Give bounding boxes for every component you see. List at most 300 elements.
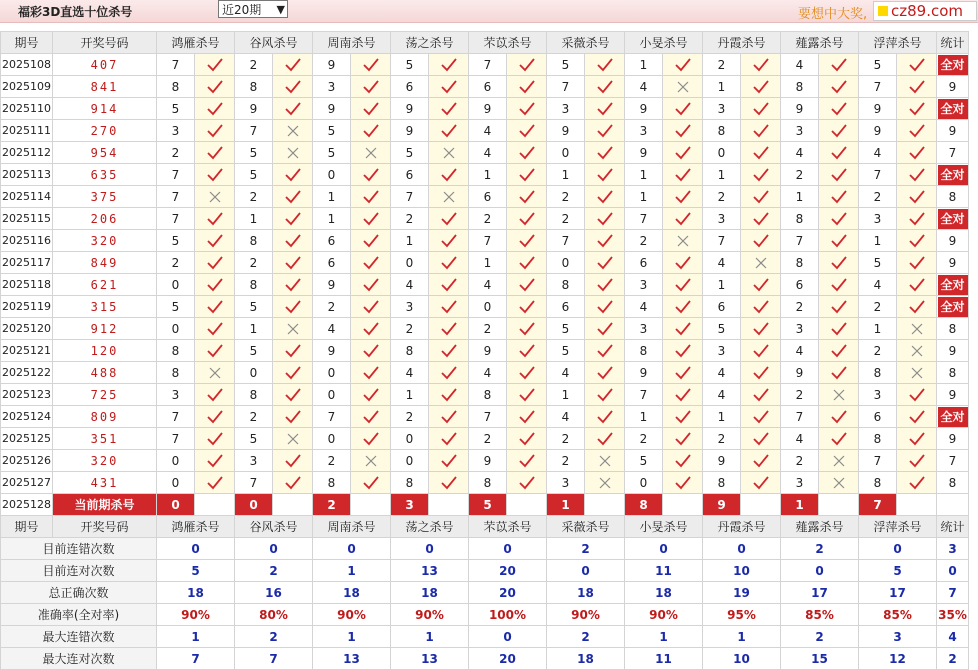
hit-mark-cell (429, 230, 469, 252)
cross-icon (206, 365, 224, 381)
stat-cell (937, 98, 969, 120)
summary-value: 2 (235, 626, 313, 648)
check-icon (284, 255, 302, 271)
stat-cell: 9 (937, 384, 969, 406)
kill-number-cell: 2 (859, 186, 897, 208)
hit-mark-cell (585, 450, 625, 472)
kill-number-cell: 1 (703, 76, 741, 98)
kill-number-cell: 1 (313, 186, 351, 208)
check-icon (518, 343, 536, 359)
kill-number-cell: 9 (391, 120, 429, 142)
check-icon (596, 79, 614, 95)
hit-mark-cell (585, 406, 625, 428)
kill-number-cell: 5 (157, 296, 195, 318)
current-blank-cell (507, 494, 547, 516)
check-icon (518, 299, 536, 315)
check-icon (752, 101, 770, 117)
period-cell: 2025114 (1, 186, 53, 208)
hit-mark-cell (741, 384, 781, 406)
kill-number-cell: 0 (547, 252, 585, 274)
kill-number-cell: 2 (469, 428, 507, 450)
kill-number-cell: 1 (235, 318, 273, 340)
hit-mark-cell (897, 296, 937, 318)
hit-mark-cell (663, 362, 703, 384)
hit-mark-cell (429, 340, 469, 362)
hit-mark-cell (585, 186, 625, 208)
period-range-select[interactable] (218, 0, 288, 18)
cross-icon (908, 365, 926, 381)
cross-icon (908, 321, 926, 337)
kill-number-cell: 8 (157, 340, 195, 362)
hit-mark-cell (897, 164, 937, 186)
check-icon (362, 101, 380, 117)
summary-value: 13 (391, 648, 469, 670)
kill-number-cell: 1 (703, 164, 741, 186)
hit-mark-cell (897, 252, 937, 274)
kill-number-cell: 5 (625, 450, 663, 472)
hit-mark-cell (507, 450, 547, 472)
hit-mark-cell (273, 450, 313, 472)
hit-mark-cell (195, 406, 235, 428)
hit-mark-cell (429, 142, 469, 164)
summary-row (1, 648, 969, 670)
kill-number-cell: 1 (391, 384, 429, 406)
kill-number-cell: 7 (859, 450, 897, 472)
kill-number-cell: 6 (781, 274, 819, 296)
summary-stat: 4 (937, 626, 969, 648)
kill-number-cell: 0 (391, 252, 429, 274)
check-icon (362, 255, 380, 271)
kill-number-cell: 9 (781, 98, 819, 120)
kill-number-cell: 0 (703, 142, 741, 164)
check-icon (596, 321, 614, 337)
check-icon (830, 299, 848, 315)
check-icon (908, 123, 926, 139)
kill-number-cell: 4 (469, 362, 507, 384)
period-cell: 2025118 (1, 274, 53, 296)
stat-cell: 7 (937, 142, 969, 164)
current-blank-cell (819, 494, 859, 516)
period-cell: 2025115 (1, 208, 53, 230)
draw-number-cell: 725 (53, 384, 157, 406)
draw-number-cell: 375 (53, 186, 157, 208)
all-correct-badge: 全对 (938, 275, 968, 295)
kill-number-cell: 4 (703, 384, 741, 406)
hit-mark-cell (663, 318, 703, 340)
summary-value: 90% (313, 604, 391, 626)
kill-number-cell: 0 (313, 428, 351, 450)
kill-number-cell: 7 (781, 406, 819, 428)
check-icon (752, 475, 770, 491)
check-icon (440, 431, 458, 447)
kill-number-cell: 2 (157, 252, 195, 274)
hit-mark-cell (741, 362, 781, 384)
check-icon (440, 409, 458, 425)
summary-value: 2 (781, 626, 859, 648)
check-icon (674, 101, 692, 117)
check-icon (440, 277, 458, 293)
kill-number-cell: 2 (547, 450, 585, 472)
hit-mark-cell (351, 230, 391, 252)
header-expert: 周南杀号 (313, 516, 391, 538)
kill-number-cell: 8 (781, 252, 819, 274)
header-draw: 开奖号码 (53, 516, 157, 538)
kill-number-cell: 3 (781, 120, 819, 142)
kill-number-cell: 8 (157, 76, 195, 98)
hit-mark-cell (351, 428, 391, 450)
hit-mark-cell (351, 362, 391, 384)
hit-mark-cell (507, 186, 547, 208)
kill-number-cell: 5 (235, 142, 273, 164)
header-expert: 鸿雁杀号 (157, 516, 235, 538)
check-icon (440, 299, 458, 315)
check-icon (596, 431, 614, 447)
summary-value: 0 (547, 560, 625, 582)
kill-number-cell: 5 (547, 318, 585, 340)
hit-mark-cell (195, 450, 235, 472)
hit-mark-cell (741, 274, 781, 296)
cross-icon (674, 79, 692, 95)
hit-mark-cell (663, 428, 703, 450)
hit-mark-cell (897, 142, 937, 164)
hit-mark-cell (195, 340, 235, 362)
summary-row (1, 582, 969, 604)
kill-number-cell: 8 (235, 384, 273, 406)
kill-number-cell: 7 (235, 472, 273, 494)
check-icon (596, 365, 614, 381)
check-icon (596, 123, 614, 139)
table-row (1, 362, 969, 384)
current-kill-cell: 5 (469, 494, 507, 516)
hit-mark-cell (429, 76, 469, 98)
check-icon (362, 365, 380, 381)
table-row (1, 428, 969, 450)
hit-mark-cell (585, 230, 625, 252)
kill-number-cell: 6 (469, 186, 507, 208)
current-period-row (1, 494, 969, 516)
header-expert: 荡之杀号 (391, 32, 469, 54)
kill-number-cell: 4 (781, 428, 819, 450)
kill-number-cell: 4 (781, 54, 819, 76)
check-icon (908, 387, 926, 403)
hit-mark-cell (585, 274, 625, 296)
draw-number-cell: 206 (53, 208, 157, 230)
check-icon (206, 255, 224, 271)
period-cell: 2025113 (1, 164, 53, 186)
kill-number-cell: 4 (625, 76, 663, 98)
summary-value: 0 (469, 538, 547, 560)
check-icon (206, 475, 224, 491)
check-icon (206, 431, 224, 447)
hit-mark-cell (663, 450, 703, 472)
hit-mark-cell (195, 120, 235, 142)
hit-mark-cell (585, 208, 625, 230)
summary-value: 1 (703, 626, 781, 648)
hit-mark-cell (351, 406, 391, 428)
header-expert: 谷风杀号 (235, 32, 313, 54)
check-icon (284, 343, 302, 359)
hit-mark-cell (507, 384, 547, 406)
check-icon (206, 299, 224, 315)
check-icon (674, 387, 692, 403)
kill-number-cell: 5 (391, 142, 429, 164)
check-icon (830, 211, 848, 227)
summary-value: 1 (313, 626, 391, 648)
summary-value: 2 (547, 626, 625, 648)
hit-mark-cell (897, 98, 937, 120)
check-icon (284, 475, 302, 491)
check-icon (830, 79, 848, 95)
period-cell: 2025127 (1, 472, 53, 494)
hit-mark-cell (195, 274, 235, 296)
hit-mark-cell (585, 54, 625, 76)
hit-mark-cell (741, 428, 781, 450)
kill-number-cell: 4 (313, 318, 351, 340)
summary-value: 100% (469, 604, 547, 626)
hit-mark-cell (195, 230, 235, 252)
kill-number-cell: 1 (391, 230, 429, 252)
check-icon (674, 167, 692, 183)
kill-number-cell: 8 (235, 274, 273, 296)
check-icon (518, 123, 536, 139)
check-icon (908, 211, 926, 227)
kill-number-cell: 2 (703, 428, 741, 450)
kill-number-cell: 7 (859, 76, 897, 98)
kill-number-cell: 7 (859, 164, 897, 186)
check-icon (440, 453, 458, 469)
check-icon (830, 145, 848, 161)
check-icon (830, 255, 848, 271)
check-icon (908, 233, 926, 249)
cross-icon (284, 431, 302, 447)
kill-number-cell: 2 (859, 340, 897, 362)
kill-number-cell: 2 (235, 54, 273, 76)
check-icon (284, 365, 302, 381)
kill-number-cell: 1 (625, 164, 663, 186)
kill-number-cell: 0 (157, 274, 195, 296)
hit-mark-cell (585, 142, 625, 164)
hit-mark-cell (819, 472, 859, 494)
kill-number-cell: 2 (625, 230, 663, 252)
kill-number-cell: 5 (859, 252, 897, 274)
period-cell: 2025124 (1, 406, 53, 428)
kill-number-cell: 1 (469, 252, 507, 274)
table-header-row (1, 516, 969, 538)
summary-value: 0 (391, 538, 469, 560)
hit-mark-cell (819, 428, 859, 450)
period-cell: 2025119 (1, 296, 53, 318)
check-icon (752, 343, 770, 359)
cross-icon (830, 453, 848, 469)
check-icon (752, 365, 770, 381)
check-icon (830, 101, 848, 117)
stat-cell: 7 (937, 450, 969, 472)
hit-mark-cell (663, 230, 703, 252)
kill-number-cell: 1 (859, 318, 897, 340)
draw-number-cell: 635 (53, 164, 157, 186)
cross-icon (908, 343, 926, 359)
kill-number-cell: 8 (157, 362, 195, 384)
check-icon (284, 211, 302, 227)
check-icon (206, 277, 224, 293)
check-icon (440, 123, 458, 139)
summary-value: 95% (703, 604, 781, 626)
kill-number-cell: 9 (547, 120, 585, 142)
check-icon (206, 145, 224, 161)
hit-mark-cell (819, 384, 859, 406)
kill-number-cell: 5 (391, 54, 429, 76)
check-icon (440, 343, 458, 359)
check-icon (440, 233, 458, 249)
summary-value: 20 (469, 648, 547, 670)
check-icon (518, 101, 536, 117)
stat-cell (937, 164, 969, 186)
hit-mark-cell (273, 340, 313, 362)
hit-mark-cell (273, 428, 313, 450)
header-expert: 采薇杀号 (547, 32, 625, 54)
hit-mark-cell (741, 450, 781, 472)
hit-mark-cell (897, 208, 937, 230)
draw-number-cell: 431 (53, 472, 157, 494)
kill-number-cell: 7 (157, 428, 195, 450)
kill-number-cell: 4 (547, 362, 585, 384)
period-cell: 2025110 (1, 98, 53, 120)
draw-number-cell: 488 (53, 362, 157, 384)
kill-number-cell: 4 (469, 142, 507, 164)
header-expert: 小旻杀号 (625, 32, 703, 54)
hit-mark-cell (195, 318, 235, 340)
hit-mark-cell (273, 384, 313, 406)
hit-mark-cell (273, 142, 313, 164)
check-icon (908, 79, 926, 95)
brand-logo[interactable] (873, 1, 977, 21)
current-kill-cell: 9 (703, 494, 741, 516)
summary-value: 13 (391, 560, 469, 582)
check-icon (830, 233, 848, 249)
hit-mark-cell (351, 76, 391, 98)
hit-mark-cell (819, 450, 859, 472)
check-icon (362, 409, 380, 425)
period-cell: 2025122 (1, 362, 53, 384)
hit-mark-cell (507, 340, 547, 362)
hit-mark-cell (819, 252, 859, 274)
cross-icon (674, 233, 692, 249)
kill-number-cell: 2 (313, 296, 351, 318)
current-blank-cell (429, 494, 469, 516)
kill-number-cell: 4 (859, 142, 897, 164)
check-icon (518, 79, 536, 95)
summary-row (1, 604, 969, 626)
kill-number-cell: 9 (391, 98, 429, 120)
summary-value: 2 (781, 538, 859, 560)
page-title: 福彩3D直选十位杀号 (18, 5, 133, 19)
check-icon (206, 343, 224, 359)
summary-label: 总正确次数 (1, 582, 157, 604)
check-icon (674, 255, 692, 271)
summary-value: 16 (235, 582, 313, 604)
hit-mark-cell (351, 164, 391, 186)
summary-value: 12 (859, 648, 937, 670)
summary-label: 准确率(全对率) (1, 604, 157, 626)
check-icon (908, 57, 926, 73)
check-icon (830, 321, 848, 337)
kill-number-cell: 3 (157, 384, 195, 406)
slogan-link[interactable]: 要想中大奖, (798, 7, 868, 22)
check-icon (362, 123, 380, 139)
hit-mark-cell (585, 164, 625, 186)
check-icon (596, 409, 614, 425)
check-icon (908, 299, 926, 315)
kill-number-cell: 0 (157, 450, 195, 472)
check-icon (518, 409, 536, 425)
hit-mark-cell (273, 186, 313, 208)
hit-mark-cell (351, 450, 391, 472)
hit-mark-cell (507, 142, 547, 164)
check-icon (284, 387, 302, 403)
kill-number-cell: 5 (235, 428, 273, 450)
hit-mark-cell (741, 208, 781, 230)
stat-cell (937, 54, 969, 76)
kill-number-cell: 1 (781, 186, 819, 208)
table-row (1, 318, 969, 340)
kill-number-cell: 6 (391, 76, 429, 98)
check-icon (908, 431, 926, 447)
hit-mark-cell (741, 318, 781, 340)
hit-mark-cell (195, 98, 235, 120)
check-icon (596, 233, 614, 249)
draw-number-cell: 841 (53, 76, 157, 98)
hit-mark-cell (663, 472, 703, 494)
kill-number-cell: 0 (313, 164, 351, 186)
top-bar (0, 0, 978, 23)
check-icon (596, 211, 614, 227)
summary-value: 5 (157, 560, 235, 582)
draw-number-cell: 351 (53, 428, 157, 450)
check-icon (518, 365, 536, 381)
kill-number-cell: 9 (625, 142, 663, 164)
summary-value: 1 (313, 560, 391, 582)
check-icon (596, 255, 614, 271)
hit-mark-cell (585, 296, 625, 318)
summary-value: 1 (625, 626, 703, 648)
summary-value: 1 (157, 626, 235, 648)
check-icon (752, 211, 770, 227)
hit-mark-cell (429, 252, 469, 274)
hit-mark-cell (897, 54, 937, 76)
kill-number-cell: 6 (313, 252, 351, 274)
summary-value: 0 (469, 626, 547, 648)
period-cell: 2025121 (1, 340, 53, 362)
kill-number-cell: 5 (235, 340, 273, 362)
hit-mark-cell (195, 186, 235, 208)
kill-number-cell: 3 (235, 450, 273, 472)
hit-mark-cell (195, 142, 235, 164)
kill-number-cell: 2 (547, 208, 585, 230)
check-icon (440, 57, 458, 73)
hit-mark-cell (429, 274, 469, 296)
hit-mark-cell (507, 76, 547, 98)
check-icon (362, 211, 380, 227)
summary-value: 10 (703, 560, 781, 582)
check-icon (518, 387, 536, 403)
kill-number-cell: 9 (625, 362, 663, 384)
kill-number-cell: 3 (859, 384, 897, 406)
kill-number-cell: 2 (391, 318, 429, 340)
check-icon (284, 101, 302, 117)
hit-mark-cell (585, 120, 625, 142)
draw-number-cell: 315 (53, 296, 157, 318)
hit-mark-cell (741, 230, 781, 252)
